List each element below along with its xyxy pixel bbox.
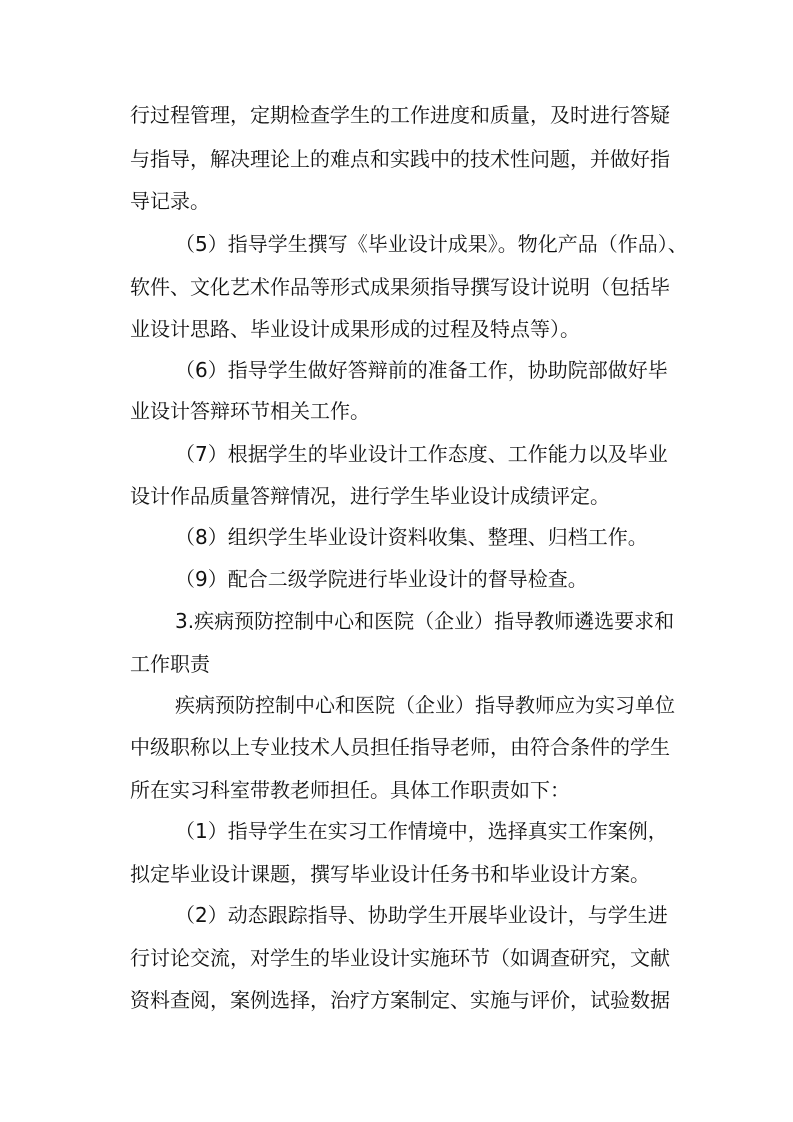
- text-line: 中级职称以上专业技术人员担任指导老师，由符合条件的学生: [130, 735, 670, 759]
- list-item: （8）组织学生毕业设计资料收集、整理、归档工作。: [175, 525, 648, 549]
- text-line: 业设计思路、毕业设计成果形成的过程及特点等）。: [130, 317, 580, 341]
- text-line: 拟定毕业设计课题，撰写毕业设计任务书和毕业设计方案。: [130, 862, 650, 886]
- text-line: 行过程管理，定期检查学生的工作进度和质量，及时进行答疑: [130, 103, 670, 127]
- text-line: 所在实习科室带教老师担任。具体工作职责如下：: [130, 778, 570, 802]
- text-line: 疾病预防控制中心和医院（企业）指导教师应为实习单位: [175, 693, 675, 717]
- list-item: （9）配合二级学院进行毕业设计的督导检查。: [175, 567, 588, 591]
- list-item: （6）指导学生做好答辩前的准备工作，协助院部做好毕: [175, 358, 668, 382]
- section-heading: 3.疾病预防控制中心和医院（企业）指导教师遴选要求和: [175, 609, 675, 633]
- text-line: 行讨论交流，对学生的毕业设计实施环节（如调查研究，文献: [130, 946, 670, 970]
- list-item: （2）动态跟踪指导、协助学生开展毕业设计，与学生进: [175, 903, 668, 927]
- list-item: （1）指导学生在实习工作情境中，选择真实工作案例，: [175, 819, 668, 843]
- text-line: 资料查阅，案例选择，治疗方案制定、实施与评价，试验数据: [130, 988, 670, 1012]
- section-heading: 工作职责: [130, 652, 210, 676]
- text-line: 软件、文化艺术作品等形式成果须指导撰写设计说明（包括毕: [130, 275, 670, 299]
- text-line: 设计作品质量答辩情况，进行学生毕业设计成绩评定。: [130, 484, 610, 508]
- text-line: 导记录。: [130, 189, 210, 213]
- text-line: 业设计答辩环节相关工作。: [130, 399, 370, 423]
- list-item: （5）指导学生撰写《毕业设计成果》。物化产品（作品）、: [175, 232, 688, 256]
- list-item: （7）根据学生的毕业设计工作态度、工作能力以及毕业: [175, 442, 668, 466]
- text-line: 与指导，解决理论上的难点和实践中的技术性问题，并做好指: [130, 147, 670, 171]
